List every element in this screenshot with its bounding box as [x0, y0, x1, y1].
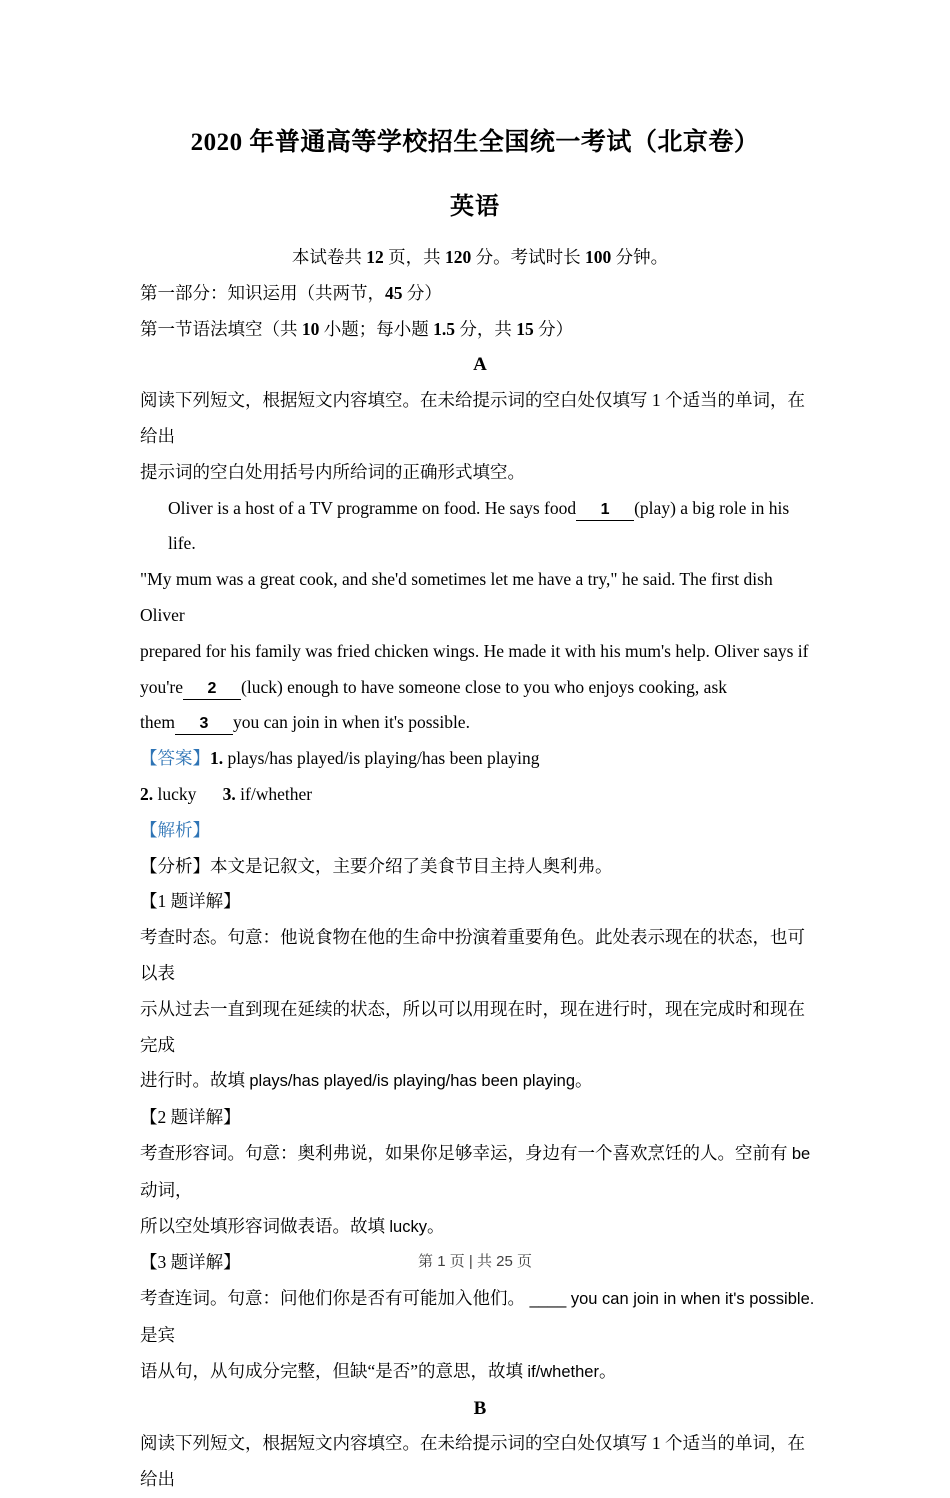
text-segment: 动词，	[140, 1142, 815, 1200]
q2-explanation-line-1	[140, 1136, 820, 1209]
text-segment: 阅读下列短文，根据短文内容填空。在未给提示词的空白处仅填写 1 个适当的单词，在给出	[140, 390, 805, 446]
passage-a-line-1	[140, 491, 820, 563]
subject-title: 英语	[450, 194, 500, 220]
instructions-a-line2	[140, 455, 820, 491]
passage-a-line-3	[140, 634, 820, 670]
text-segment: 是宾	[140, 1324, 175, 1345]
text-segment: A	[473, 354, 487, 376]
text-segment: 分，共	[455, 318, 517, 339]
text-segment: Oliver is a host of a TV programme on food. He says food	[168, 497, 577, 518]
fill-in-blank: 2	[183, 678, 241, 700]
text-segment: (luck) enough to have someone close to you who enjoys cooking, ask	[241, 676, 728, 697]
text-segment: lucky	[157, 783, 197, 804]
text-segment: 12	[366, 247, 384, 267]
text-segment: 考查形容词。句意：奥利弗说，如果你足够幸运，身边有一个喜欢烹饪的人。空前有	[140, 1142, 792, 1163]
text-segment: 考查时态。句意：他说食物在他的生命中扮演着重要角色。此处表示现在的状态，也可以表	[140, 927, 805, 983]
text-segment: 15	[516, 318, 534, 339]
part1-heading	[140, 276, 820, 312]
text-segment: them	[140, 712, 175, 733]
q1-explanation-line-1	[140, 920, 820, 992]
text-segment: 语从句，从句成分完整，但缺“是否”的意思，故填	[140, 1360, 528, 1381]
label-highlight: 【答案】	[140, 748, 210, 769]
instructions-b-line1	[140, 1426, 820, 1498]
exam-title: 2020 年普通高等学校招生全国统一考试（北京卷）	[190, 129, 760, 156]
passage-a-label	[140, 347, 820, 383]
page-footer: 第 1 页 | 共 25 页	[418, 1253, 532, 1270]
text-segment: 【3 题详解】	[140, 1252, 241, 1273]
text-segment: 【1 题详解】	[140, 891, 241, 912]
section1-heading	[140, 312, 820, 348]
text-segment: 分）	[402, 282, 442, 303]
text-segment: plays/has played/is playing/has been playing	[249, 1072, 576, 1091]
text-segment: 【2 题详解】	[140, 1107, 241, 1128]
text-segment: 【分析】本文是记叙文，主要介绍了美食节目主持人奥利弗。	[140, 855, 613, 876]
text-segment: 进行时。故填	[140, 1070, 250, 1091]
passage-a-line-2	[140, 562, 820, 634]
passage-b-label	[140, 1391, 820, 1427]
text-segment: 分钟。	[611, 247, 669, 267]
q3-explanation-line-1	[140, 1281, 820, 1354]
text-segment: 。	[598, 1360, 617, 1381]
paper-info	[140, 240, 820, 276]
text-segment	[196, 784, 222, 804]
text-segment: "My mum was a great cook, and she'd sometimes let me have a try," he said. The first dish Oliver	[140, 569, 778, 625]
analysis-label	[140, 813, 820, 849]
text-segment: 。	[575, 1070, 593, 1091]
text-segment: (play) a big role in his life.	[168, 497, 794, 554]
document-body	[140, 240, 820, 1498]
fill-in-blank: 1	[576, 499, 634, 521]
text-segment: 100	[585, 247, 612, 267]
q3-explanation-line-2	[140, 1354, 820, 1391]
text-segment: 3.	[222, 783, 241, 804]
instructions-a-line1	[140, 383, 820, 455]
q2-heading	[140, 1100, 820, 1136]
q1-explanation-line-3	[140, 1063, 820, 1100]
text-segment: 所以空处填形容词做表语。故填	[140, 1215, 390, 1236]
text-segment: plays/has played/is playing/has been playing	[227, 748, 540, 769]
text-segment: 分。考试时长	[471, 247, 585, 267]
text-segment: 120	[445, 247, 472, 267]
text-segment: 第一部分：知识运用（共两节，	[140, 282, 385, 303]
q1-heading	[140, 884, 820, 920]
q2-explanation-line-2	[140, 1209, 820, 1246]
text-segment: ____ you can join in when it's possible.	[525, 1290, 819, 1309]
text-segment: lucky	[389, 1217, 427, 1236]
text-segment: 页，共	[383, 247, 445, 267]
label-highlight: 【解析】	[140, 819, 210, 840]
answer-line-1	[140, 741, 820, 777]
text-segment: 。	[426, 1215, 445, 1236]
text-segment: B	[473, 1397, 487, 1419]
text-segment: 45	[385, 282, 403, 303]
text-segment: 小题；每小题	[319, 318, 434, 339]
passage-a-line-5	[140, 705, 820, 741]
text-segment: you can join in when it's possible.	[233, 712, 470, 733]
text-segment: prepared for his family was fried chicken wings. He made it with his mum's help. Oliver says if	[140, 640, 809, 661]
text-segment: 1.	[210, 748, 228, 769]
text-segment: 本试卷共	[291, 247, 367, 267]
q1-explanation-line-2	[140, 992, 820, 1064]
text-segment: 2.	[140, 783, 158, 804]
text-segment: 阅读下列短文，根据短文内容填空。在未给提示词的空白处仅填写 1 个适当的单词，在给出	[140, 1433, 805, 1490]
text-segment: 1.5	[433, 318, 455, 339]
text-segment: you're	[140, 676, 183, 697]
text-segment: if/whether	[240, 783, 313, 804]
text-segment: 考查连词。句意：问他们你是否有可能加入他们。	[140, 1288, 525, 1309]
text-segment: if/whether	[527, 1362, 599, 1381]
fill-in-blank: 3	[175, 713, 233, 735]
answer-line-2	[140, 777, 820, 813]
text-segment: 第一节语法填空（共	[140, 318, 302, 339]
overview-line	[140, 849, 820, 885]
text-segment: 分）	[533, 318, 574, 339]
text-segment: 10	[301, 318, 320, 339]
text-segment: 示从过去一直到现在延续的状态，所以可以用现在时，现在进行时，现在完成时和现在完成	[140, 998, 805, 1055]
text-segment: be	[791, 1144, 811, 1163]
text-segment: 提示词的空白处用括号内所给词的正确形式填空。	[140, 461, 525, 482]
passage-a-line-4	[140, 670, 820, 706]
